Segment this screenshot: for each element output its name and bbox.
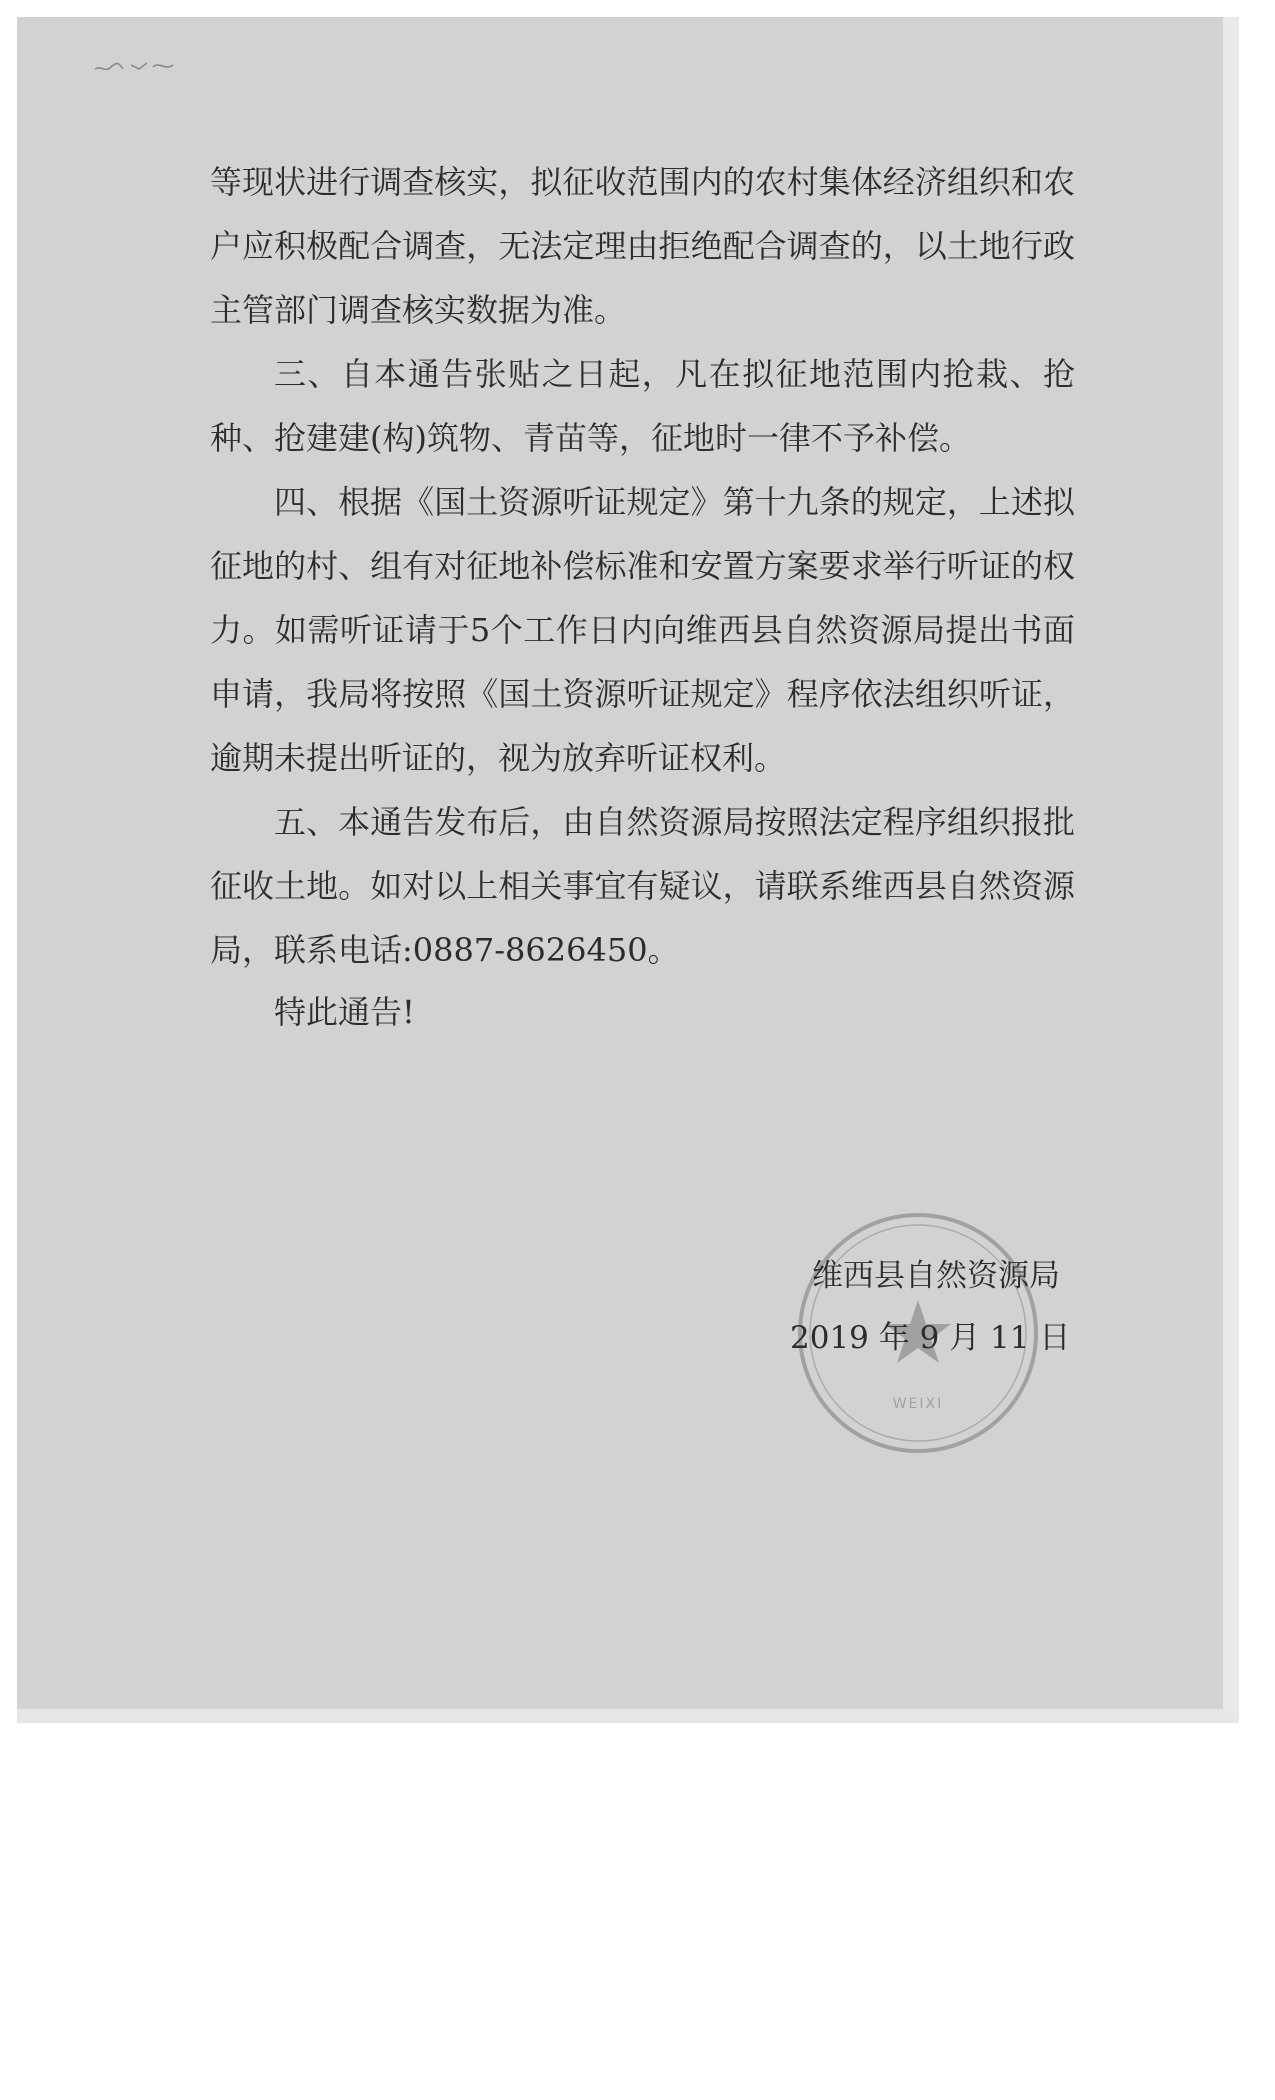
issue-date: 2019 年 9 月 11 日 <box>790 1320 1071 1356</box>
pen-scribble-mark <box>87 47 187 87</box>
paragraph-item-5: 五、本通告发布后，由自然资源局按照法定程序组织报批征收土地。如对以上相关事宜有疑议，请联系维西县自然资源局，联系电话:0887-8626450。 <box>210 803 1075 969</box>
paragraph-item-4: 四、根据《国土资源听证规定》第十九条的规定，上述拟征地的村、组有对征地补偿标准和安置方案要求举行听证的权力。如需听证请于5个工作日内向维西县自然资源局提出书面申请，我局将按照《国土资源听证规定》程序依法组织听证，逾期未提出听证的，视为放弃听证权利。 <box>210 483 1075 777</box>
closing-statement: 特此通告! <box>274 993 415 1031</box>
paragraph-item-3: 三、自本通告张贴之日起，凡在拟征地范围内抢栽、抢种、抢建建(构)筑物、青苗等，征地时一律不予补偿。 <box>210 355 1075 457</box>
signature-block <box>790 1245 1071 1369</box>
svg-text:WEIXI: WEIXI <box>892 1396 944 1412</box>
issuing-organization: 维西县自然资源局 <box>812 1258 1060 1294</box>
paragraph-continuation: 等现状进行调查核实，拟征收范围内的农村集体经济组织和农户应积极配合调查，无法定理由拒绝配合调查的，以土地行政主管部门调查核实数据为准。 <box>210 163 1075 329</box>
